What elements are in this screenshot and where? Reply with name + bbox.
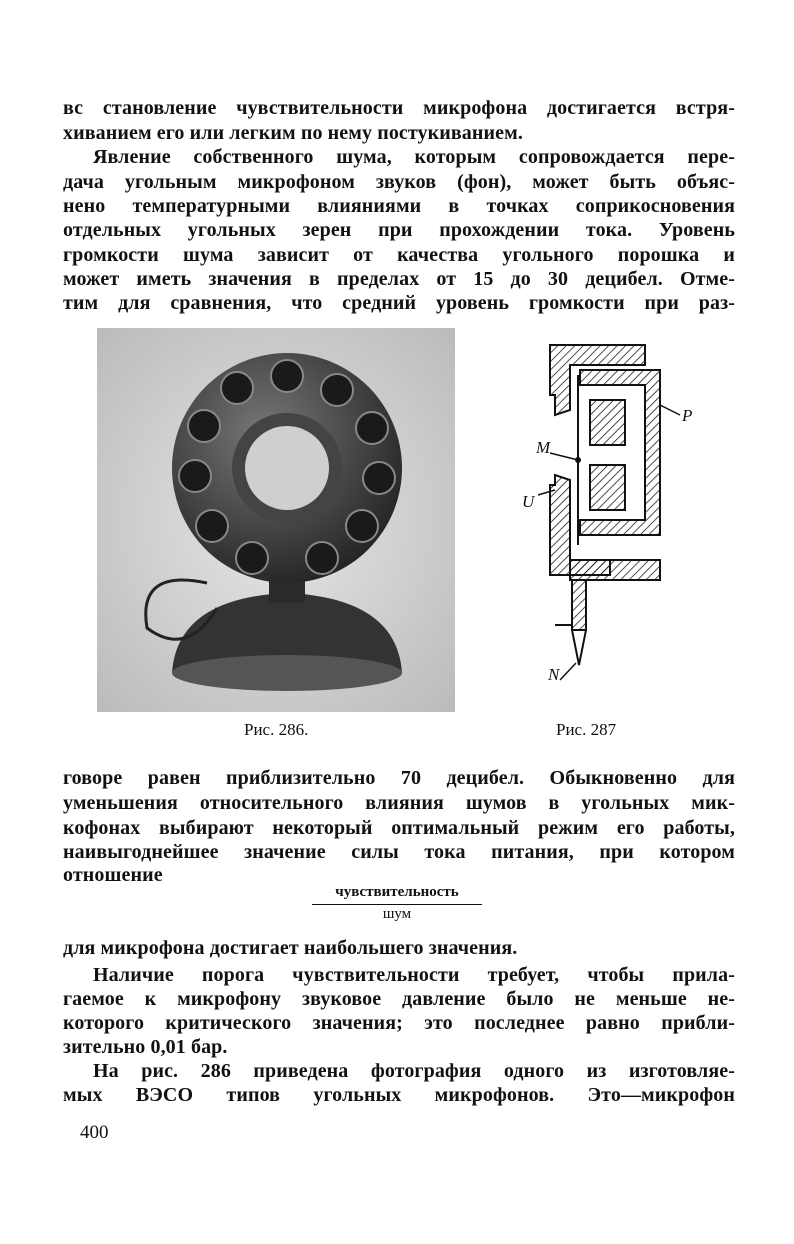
text-line: зительно 0,01 бар. <box>63 1036 228 1058</box>
text-line: которого критического значения; это последнее равно прибли- <box>63 1012 735 1034</box>
text-line: Явление собственного шума, которым сопровождается пере- <box>93 146 735 168</box>
figure-286-caption: Рис. 286. <box>244 720 309 739</box>
text-line: гаемое к микрофону звуковое давление было не меньше не- <box>63 988 735 1010</box>
fraction-bar <box>312 904 482 905</box>
text-line: кофонах выбирают некоторый оптимальный режим его работы, <box>63 817 735 839</box>
text-line: говоре равен приблизительно 70 децибел. Обыкновенно для <box>63 767 735 789</box>
page-number: 400 <box>80 1122 109 1143</box>
text-line: может иметь значения в пределах от 15 до 30 децибел. Отме- <box>63 268 735 290</box>
figure-287-diagram <box>500 335 700 695</box>
text-line: для микрофона достигает наибольшего значения. <box>63 937 518 959</box>
text-line: громкости шума зависит от качества угольного порошка и <box>63 244 735 266</box>
text-line: отношение <box>63 864 163 886</box>
text-line: На рис. 286 приведена фотография одного из изготовляе- <box>93 1060 735 1082</box>
text-line: дача угольным микрофоном звуков (фон), может быть объяс- <box>63 171 735 193</box>
text-line: тим для сравнения, что средний уровень громкости при раз- <box>63 292 735 314</box>
label-n: N <box>548 665 560 684</box>
text-line: вс становление чувствительности микрофона достигается встря- <box>63 97 735 119</box>
text-line: отдельных угольных зерен при прохождении тока. Уровень <box>63 219 735 241</box>
text-line: наивыгоднейшее значение силы тока питания, при котором <box>63 841 735 863</box>
text-line: мых ВЭСО типов угольных микрофонов. Это—микрофон <box>63 1084 735 1106</box>
text-line: нено температурными влияниями в точках соприкосновения <box>63 195 735 217</box>
figure-286-photo <box>97 328 455 712</box>
label-p: P <box>682 406 693 425</box>
fraction-denominator: шум <box>382 906 412 922</box>
label-m: M <box>536 438 551 457</box>
text-line: уменьшения относительного влияния шумов в угольных мик- <box>63 792 735 814</box>
figure-287-caption: Рис. 287 <box>556 720 617 739</box>
label-u: U <box>522 492 535 511</box>
text-line: Наличие порога чувствительности требует, чтобы прила- <box>93 964 735 986</box>
text-line: хиванием его или легким по нему постукиванием. <box>63 122 523 144</box>
fraction-numerator: чувствительность <box>335 884 459 900</box>
